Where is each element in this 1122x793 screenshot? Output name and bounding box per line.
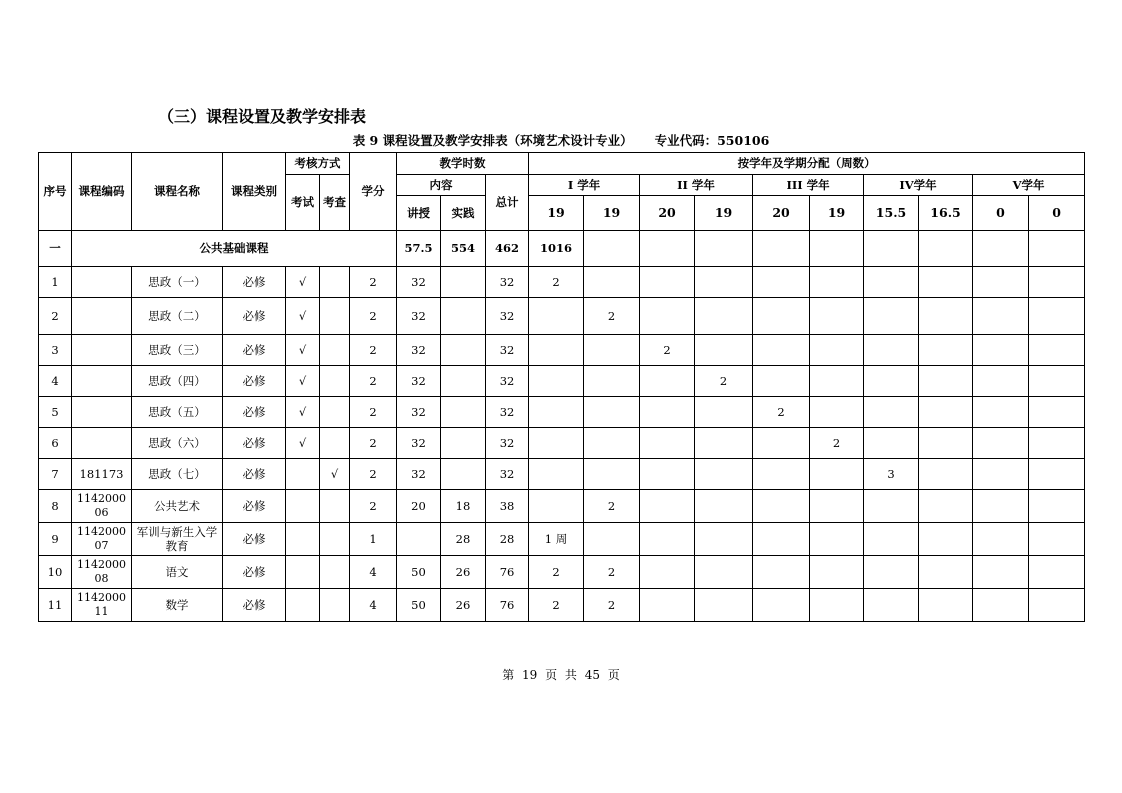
term-cell: 2 bbox=[529, 267, 584, 298]
term-cell bbox=[584, 397, 640, 428]
term-cell bbox=[753, 335, 810, 366]
term-cell bbox=[529, 428, 584, 459]
category-cell: 必修 bbox=[223, 298, 286, 335]
section-title: （三）课程设置及教学安排表 bbox=[158, 107, 367, 126]
term-cell bbox=[810, 267, 864, 298]
term-cell bbox=[695, 490, 753, 523]
term-cell bbox=[640, 366, 695, 397]
header-week: 0 bbox=[973, 196, 1029, 231]
header-year-2: II 学年 bbox=[640, 175, 753, 196]
category-cell: 必修 bbox=[223, 428, 286, 459]
term-cell bbox=[919, 267, 973, 298]
course-name-cell: 思政（三） bbox=[132, 335, 223, 366]
term-cell bbox=[640, 589, 695, 622]
check-cell bbox=[320, 335, 350, 366]
lecture-cell: 32 bbox=[397, 428, 441, 459]
course-code-part: 1142000 bbox=[77, 591, 126, 605]
term-cell bbox=[919, 397, 973, 428]
check-cell bbox=[320, 428, 350, 459]
term-cell bbox=[864, 298, 919, 335]
table-header bbox=[39, 153, 1085, 231]
course-code-cell bbox=[72, 267, 132, 298]
header-week: 19 bbox=[695, 196, 753, 231]
practice-cell bbox=[441, 366, 486, 397]
check-cell bbox=[320, 366, 350, 397]
header-week: 19 bbox=[810, 196, 864, 231]
table-row bbox=[39, 589, 1085, 622]
term-cell bbox=[864, 428, 919, 459]
table-row bbox=[39, 459, 1085, 490]
header-lecture: 讲授 bbox=[397, 196, 441, 231]
term-cell bbox=[973, 366, 1029, 397]
course-code-cell: 181173 bbox=[72, 459, 132, 490]
term-cell bbox=[1029, 523, 1085, 556]
term-cell bbox=[919, 459, 973, 490]
term-cell: 2 bbox=[584, 589, 640, 622]
term-cell bbox=[753, 490, 810, 523]
term-cell bbox=[919, 556, 973, 589]
total-cell: 32 bbox=[486, 335, 529, 366]
term-cell bbox=[695, 335, 753, 366]
term-cell bbox=[695, 267, 753, 298]
term-cell bbox=[810, 556, 864, 589]
term-cell bbox=[810, 459, 864, 490]
practice-cell bbox=[441, 397, 486, 428]
credit-cell: 2 bbox=[350, 490, 397, 523]
table-row bbox=[39, 366, 1085, 397]
term-cell bbox=[864, 589, 919, 622]
term-cell: 2 bbox=[695, 366, 753, 397]
course-code-part: 1142000 bbox=[77, 492, 126, 506]
term-cell bbox=[1029, 589, 1085, 622]
term-cell bbox=[529, 490, 584, 523]
check-cell bbox=[320, 298, 350, 335]
course-code-cell bbox=[72, 298, 132, 335]
term-cell bbox=[753, 366, 810, 397]
term-cell bbox=[810, 523, 864, 556]
lecture-cell: 50 bbox=[397, 556, 441, 589]
term-cell: 2 bbox=[584, 490, 640, 523]
term-cell bbox=[1029, 397, 1085, 428]
term-cell bbox=[1029, 556, 1085, 589]
seq-cell: 8 bbox=[39, 490, 72, 523]
term-cell bbox=[810, 231, 864, 267]
header-week: 20 bbox=[640, 196, 695, 231]
term-cell bbox=[529, 459, 584, 490]
term-cell bbox=[753, 231, 810, 267]
term-cell bbox=[973, 397, 1029, 428]
term-cell bbox=[529, 298, 584, 335]
exam-cell: √ bbox=[286, 335, 320, 366]
term-cell bbox=[1029, 267, 1085, 298]
header-distribution: 按学年及学期分配（周数） bbox=[529, 153, 1085, 175]
lecture-cell: 32 bbox=[397, 459, 441, 490]
seq-cell: 4 bbox=[39, 366, 72, 397]
term-cell bbox=[1029, 459, 1085, 490]
seq-cell: 9 bbox=[39, 523, 72, 556]
header-year-5: V学年 bbox=[973, 175, 1085, 196]
term-cell bbox=[753, 459, 810, 490]
course-code-part: 1142000 bbox=[77, 558, 126, 572]
term-cell bbox=[919, 523, 973, 556]
course-code-cell bbox=[72, 523, 132, 556]
total-cell: 32 bbox=[486, 428, 529, 459]
term-cell bbox=[640, 428, 695, 459]
course-name-cell: 思政（七） bbox=[132, 459, 223, 490]
exam-cell: √ bbox=[286, 366, 320, 397]
credit-cell: 2 bbox=[350, 267, 397, 298]
total-cell: 32 bbox=[486, 267, 529, 298]
category-cell: 必修 bbox=[223, 397, 286, 428]
term-cell bbox=[584, 335, 640, 366]
course-code-cell bbox=[72, 335, 132, 366]
group-practice: 462 bbox=[486, 231, 529, 267]
term-cell bbox=[753, 428, 810, 459]
credit-cell: 2 bbox=[350, 298, 397, 335]
term-cell bbox=[973, 267, 1029, 298]
header-week: 20 bbox=[753, 196, 810, 231]
header-category: 课程类别 bbox=[223, 153, 286, 231]
term-cell bbox=[810, 490, 864, 523]
term-cell bbox=[919, 298, 973, 335]
credit-cell: 2 bbox=[350, 366, 397, 397]
total-cell: 32 bbox=[486, 459, 529, 490]
header-year-3: III 学年 bbox=[753, 175, 864, 196]
term-cell bbox=[753, 556, 810, 589]
term-cell bbox=[973, 490, 1029, 523]
course-code-cell bbox=[72, 397, 132, 428]
term-cell bbox=[973, 459, 1029, 490]
term-cell bbox=[973, 298, 1029, 335]
table-body bbox=[39, 231, 1085, 622]
term-cell bbox=[584, 231, 640, 267]
term-cell bbox=[695, 231, 753, 267]
check-cell bbox=[320, 556, 350, 589]
group-name: 公共基础课程 bbox=[72, 231, 397, 267]
header-total: 总计 bbox=[486, 175, 529, 231]
practice-cell: 26 bbox=[441, 589, 486, 622]
term-cell bbox=[919, 335, 973, 366]
table-row bbox=[39, 490, 1085, 523]
seq-cell: 5 bbox=[39, 397, 72, 428]
term-cell: 2 bbox=[753, 397, 810, 428]
practice-cell: 28 bbox=[441, 523, 486, 556]
course-code-cell bbox=[72, 366, 132, 397]
credit-cell: 1 bbox=[350, 523, 397, 556]
course-code-part: 06 bbox=[94, 506, 109, 519]
table-row bbox=[39, 335, 1085, 366]
course-name-cell: 思政（二） bbox=[132, 298, 223, 335]
term-cell bbox=[919, 428, 973, 459]
group-row bbox=[39, 231, 1085, 267]
term-cell bbox=[753, 267, 810, 298]
total-cell: 32 bbox=[486, 397, 529, 428]
term-cell bbox=[864, 231, 919, 267]
term-cell bbox=[810, 397, 864, 428]
term-cell: 2 bbox=[584, 556, 640, 589]
term-cell bbox=[695, 589, 753, 622]
term-cell bbox=[1029, 428, 1085, 459]
term-cell: 2 bbox=[810, 428, 864, 459]
lecture-cell: 32 bbox=[397, 298, 441, 335]
practice-cell bbox=[441, 428, 486, 459]
term-cell bbox=[864, 267, 919, 298]
table-caption-title: 表 9 课程设置及教学安排表（环境艺术设计专业） bbox=[352, 133, 633, 148]
header-seq: 序号 bbox=[39, 153, 72, 231]
total-cell: 32 bbox=[486, 298, 529, 335]
lecture-cell bbox=[397, 523, 441, 556]
term-cell bbox=[864, 523, 919, 556]
term-cell bbox=[919, 366, 973, 397]
header-content: 内容 bbox=[397, 175, 486, 196]
term-cell bbox=[973, 556, 1029, 589]
term-cell bbox=[584, 523, 640, 556]
header-course-name: 课程名称 bbox=[132, 153, 223, 231]
header-week: 19 bbox=[529, 196, 584, 231]
exam-cell bbox=[286, 589, 320, 622]
credit-cell: 2 bbox=[350, 397, 397, 428]
header-hours: 教学时数 bbox=[397, 153, 529, 175]
seq-cell: 3 bbox=[39, 335, 72, 366]
course-name-cell: 思政（一） bbox=[132, 267, 223, 298]
term-cell bbox=[584, 267, 640, 298]
check-cell bbox=[320, 589, 350, 622]
seq-cell: 7 bbox=[39, 459, 72, 490]
term-cell bbox=[973, 589, 1029, 622]
header-week: 0 bbox=[1029, 196, 1085, 231]
course-name-cell: 数学 bbox=[132, 589, 223, 622]
table-row bbox=[39, 298, 1085, 335]
course-name-cell: 思政（六） bbox=[132, 428, 223, 459]
term-cell bbox=[640, 459, 695, 490]
lecture-cell: 50 bbox=[397, 589, 441, 622]
term-cell bbox=[695, 428, 753, 459]
practice-cell bbox=[441, 298, 486, 335]
table-row bbox=[39, 523, 1085, 556]
term-cell bbox=[1029, 335, 1085, 366]
lecture-cell: 32 bbox=[397, 366, 441, 397]
term-cell bbox=[864, 490, 919, 523]
exam-cell bbox=[286, 556, 320, 589]
course-code-cell bbox=[72, 490, 132, 523]
term-cell: 2 bbox=[529, 589, 584, 622]
course-name-cell: 语文 bbox=[132, 556, 223, 589]
term-cell: 2 bbox=[529, 556, 584, 589]
category-cell: 必修 bbox=[223, 366, 286, 397]
course-code-cell bbox=[72, 589, 132, 622]
term-cell bbox=[640, 490, 695, 523]
exam-cell bbox=[286, 490, 320, 523]
term-cell bbox=[695, 397, 753, 428]
credit-cell: 2 bbox=[350, 335, 397, 366]
lecture-cell: 32 bbox=[397, 397, 441, 428]
term-cell bbox=[1029, 366, 1085, 397]
term-cell bbox=[973, 428, 1029, 459]
check-cell: √ bbox=[320, 459, 350, 490]
term-cell bbox=[1029, 298, 1085, 335]
check-cell bbox=[320, 490, 350, 523]
total-cell: 32 bbox=[486, 366, 529, 397]
category-cell: 必修 bbox=[223, 556, 286, 589]
term-cell bbox=[1029, 490, 1085, 523]
practice-cell: 26 bbox=[441, 556, 486, 589]
course-name-cell: 思政（五） bbox=[132, 397, 223, 428]
term-cell bbox=[584, 366, 640, 397]
term-cell bbox=[753, 523, 810, 556]
major-code: 专业代码：550106 bbox=[654, 133, 770, 148]
category-cell: 必修 bbox=[223, 335, 286, 366]
seq-cell: 11 bbox=[39, 589, 72, 622]
seq-cell: 10 bbox=[39, 556, 72, 589]
course-name-cell: 思政（四） bbox=[132, 366, 223, 397]
term-cell bbox=[810, 366, 864, 397]
header-practice: 实践 bbox=[441, 196, 486, 231]
term-cell bbox=[753, 589, 810, 622]
seq-cell: 6 bbox=[39, 428, 72, 459]
table-row bbox=[39, 267, 1085, 298]
term-cell bbox=[640, 397, 695, 428]
group-lecture: 554 bbox=[441, 231, 486, 267]
group-seq: 一 bbox=[39, 231, 72, 267]
term-cell bbox=[864, 397, 919, 428]
seq-cell: 2 bbox=[39, 298, 72, 335]
term-cell bbox=[529, 335, 584, 366]
total-cell: 76 bbox=[486, 556, 529, 589]
term-cell: 2 bbox=[584, 298, 640, 335]
credit-cell: 4 bbox=[350, 589, 397, 622]
exam-cell: √ bbox=[286, 267, 320, 298]
header-week: 16.5 bbox=[919, 196, 973, 231]
term-cell: 3 bbox=[864, 459, 919, 490]
header-year-1: I 学年 bbox=[529, 175, 640, 196]
seq-cell: 1 bbox=[39, 267, 72, 298]
term-cell bbox=[919, 231, 973, 267]
practice-cell bbox=[441, 267, 486, 298]
practice-cell: 18 bbox=[441, 490, 486, 523]
term-cell bbox=[1029, 231, 1085, 267]
term-cell bbox=[864, 366, 919, 397]
total-cell: 38 bbox=[486, 490, 529, 523]
term-cell bbox=[584, 428, 640, 459]
lecture-cell: 32 bbox=[397, 267, 441, 298]
total-cell: 76 bbox=[486, 589, 529, 622]
header-week: 15.5 bbox=[864, 196, 919, 231]
term-cell bbox=[695, 523, 753, 556]
header-exam: 考试 bbox=[286, 175, 320, 231]
table-row bbox=[39, 397, 1085, 428]
term-cell bbox=[640, 267, 695, 298]
course-code-cell bbox=[72, 428, 132, 459]
term-cell bbox=[973, 335, 1029, 366]
term-cell bbox=[973, 231, 1029, 267]
check-cell bbox=[320, 397, 350, 428]
check-cell bbox=[320, 267, 350, 298]
term-cell bbox=[584, 459, 640, 490]
course-code-part: 1142000 bbox=[77, 525, 126, 539]
course-name-cell: 公共艺术 bbox=[132, 490, 223, 523]
total-cell: 28 bbox=[486, 523, 529, 556]
term-cell bbox=[640, 523, 695, 556]
exam-cell bbox=[286, 523, 320, 556]
header-credit: 学分 bbox=[350, 153, 397, 231]
category-cell: 必修 bbox=[223, 523, 286, 556]
term-cell bbox=[695, 298, 753, 335]
category-cell: 必修 bbox=[223, 459, 286, 490]
term-cell bbox=[695, 459, 753, 490]
term-cell bbox=[919, 589, 973, 622]
category-cell: 必修 bbox=[223, 490, 286, 523]
check-cell bbox=[320, 523, 350, 556]
course-code-part: 07 bbox=[94, 539, 109, 552]
credit-cell: 2 bbox=[350, 459, 397, 490]
category-cell: 必修 bbox=[223, 589, 286, 622]
term-cell bbox=[695, 556, 753, 589]
credit-cell: 2 bbox=[350, 428, 397, 459]
course-schedule-table bbox=[38, 152, 1085, 622]
credit-cell: 4 bbox=[350, 556, 397, 589]
exam-cell bbox=[286, 459, 320, 490]
group-credit: 57.5 bbox=[397, 231, 441, 267]
table-caption bbox=[0, 131, 1122, 149]
term-cell: 1 周 bbox=[529, 523, 584, 556]
practice-cell bbox=[441, 459, 486, 490]
course-code-cell bbox=[72, 556, 132, 589]
category-cell: 必修 bbox=[223, 267, 286, 298]
term-cell bbox=[753, 298, 810, 335]
header-year-4: IV学年 bbox=[864, 175, 973, 196]
term-cell bbox=[640, 556, 695, 589]
exam-cell: √ bbox=[286, 397, 320, 428]
group-total: 1016 bbox=[529, 231, 584, 267]
term-cell bbox=[640, 298, 695, 335]
term-cell bbox=[973, 523, 1029, 556]
term-cell bbox=[864, 335, 919, 366]
header-week: 19 bbox=[584, 196, 640, 231]
term-cell bbox=[919, 490, 973, 523]
course-code-part: 11 bbox=[94, 605, 109, 618]
exam-cell: √ bbox=[286, 298, 320, 335]
term-cell bbox=[640, 231, 695, 267]
term-cell: 2 bbox=[640, 335, 695, 366]
lecture-cell: 32 bbox=[397, 335, 441, 366]
term-cell bbox=[864, 556, 919, 589]
term-cell bbox=[810, 589, 864, 622]
term-cell bbox=[810, 298, 864, 335]
course-name-cell: 军训与新生入学教育 bbox=[132, 523, 223, 556]
term-cell bbox=[529, 366, 584, 397]
table-row bbox=[39, 428, 1085, 459]
course-code-part: 08 bbox=[94, 572, 109, 585]
page-footer: 第 19 页 共 45 页 bbox=[502, 668, 620, 682]
practice-cell bbox=[441, 335, 486, 366]
exam-cell: √ bbox=[286, 428, 320, 459]
term-cell bbox=[529, 397, 584, 428]
table-row bbox=[39, 556, 1085, 589]
header-course-code: 课程编码 bbox=[72, 153, 132, 231]
lecture-cell: 20 bbox=[397, 490, 441, 523]
header-assessment: 考核方式 bbox=[286, 153, 350, 175]
term-cell bbox=[810, 335, 864, 366]
header-check: 考查 bbox=[320, 175, 350, 231]
